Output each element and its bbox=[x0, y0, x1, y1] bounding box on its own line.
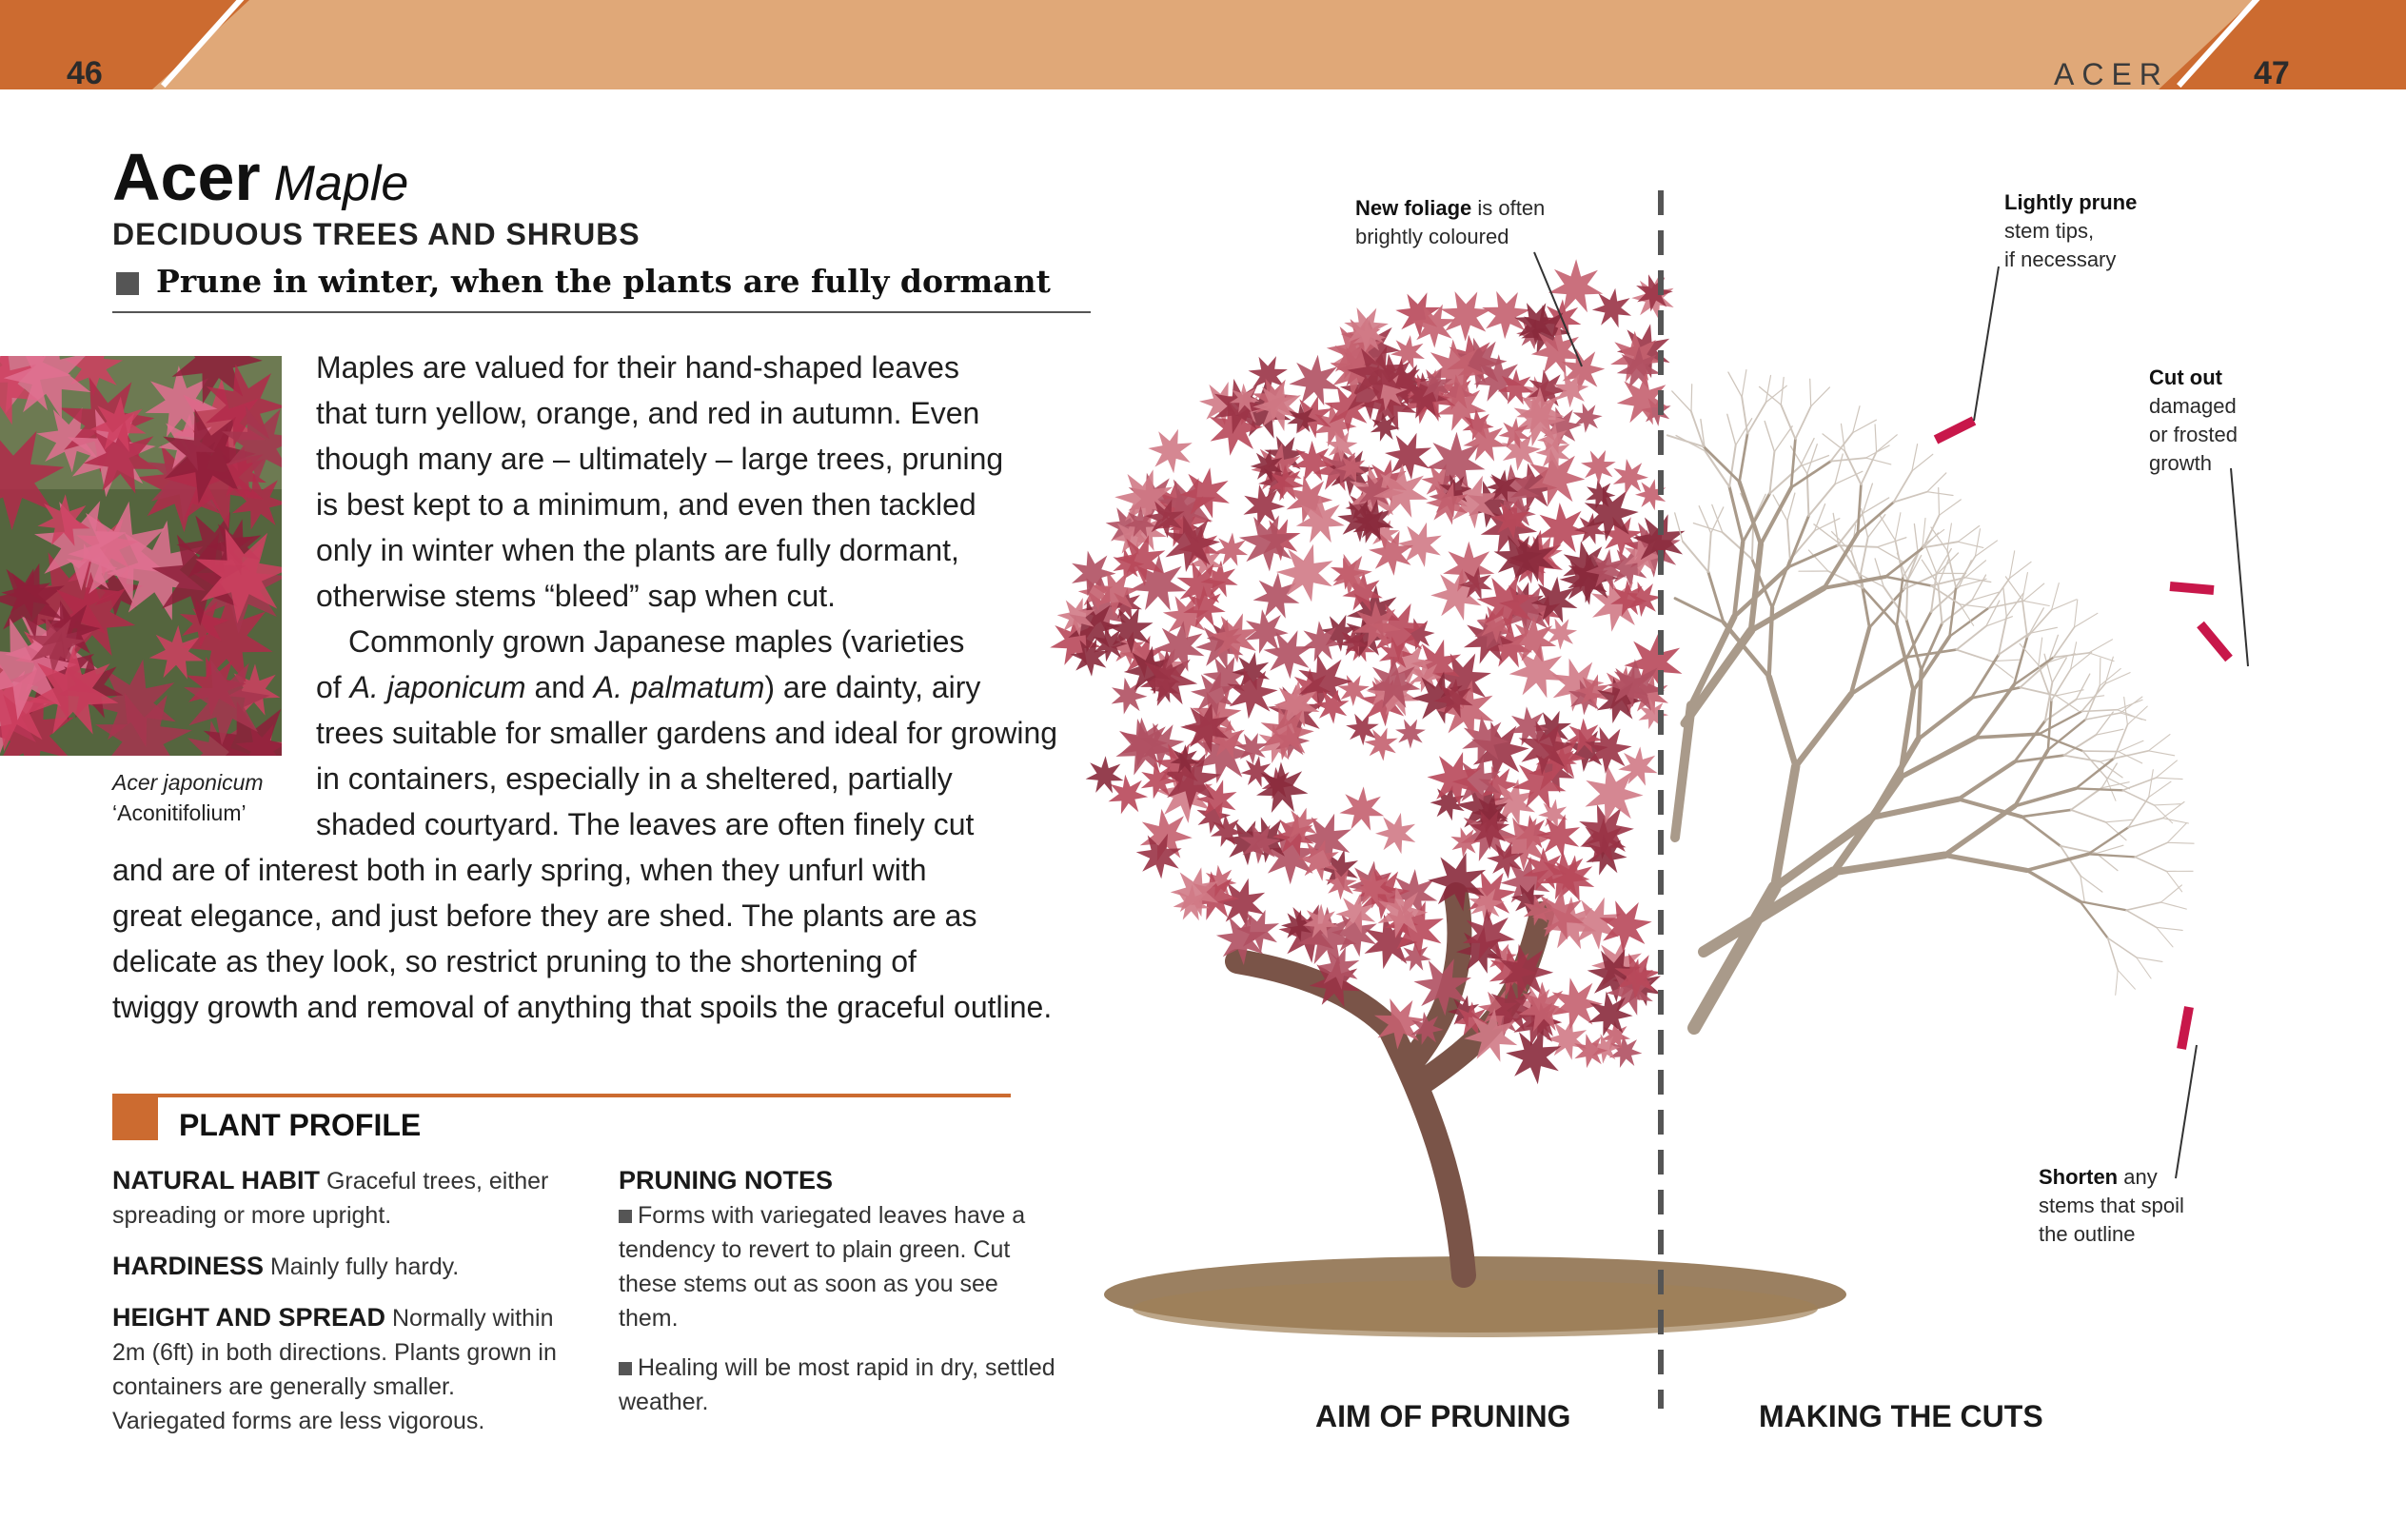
profile-height-spread: HEIGHT AND SPREAD Normally within 2m (6ft) in both directions. Plants grown in containers are generally smaller. Variegated forms are less vigorous. bbox=[112, 1303, 557, 1434]
body-line: of A. japonicum and A. palmatum) are dainty, airy bbox=[316, 670, 981, 704]
profile-pruning-notes: PRUNING NOTES Forms with variegated leaves have a tendency to revert to plain green. Cut these stems out as soon as you see them. Healing will be most rapid in dry, settled weather. bbox=[619, 1166, 1055, 1415]
page-number-left: 46 bbox=[67, 55, 103, 91]
label-shorten: Shorten any stems that spoil the outline bbox=[2039, 1165, 2184, 1246]
caption-cultivar: ‘Aconitifolium’ bbox=[112, 800, 247, 825]
bullet-square-icon bbox=[619, 1362, 632, 1375]
page-number-right: 47 bbox=[2254, 55, 2290, 91]
tree-branches bbox=[1667, 370, 2194, 1028]
profile-hardiness: HARDINESS Mainly fully hardy. bbox=[112, 1252, 460, 1280]
red-maple-leaves-photo bbox=[0, 356, 282, 756]
body-line: that turn yellow, orange, and red in autumn. Even bbox=[316, 396, 980, 430]
profile-marker bbox=[112, 1095, 158, 1140]
body-line: otherwise stems “bleed” sap when cut. bbox=[316, 579, 837, 613]
title-divider bbox=[112, 311, 1091, 313]
body-line: Commonly grown Japanese maples (varieties bbox=[348, 624, 965, 659]
bullet-square-icon bbox=[116, 272, 139, 295]
body-line: Maples are valued for their hand-shaped leaves bbox=[316, 350, 959, 385]
label-cut-out: Cut out damaged or frosted growth bbox=[2149, 365, 2238, 475]
body-line: delicate as they look, so restrict pruning to the shortening of bbox=[112, 944, 917, 978]
making-the-cuts-label: MAKING THE CUTS bbox=[1759, 1399, 2043, 1433]
body-line: trees suitable for smaller gardens and ideal for growing bbox=[316, 716, 1058, 750]
bullet-square-icon bbox=[619, 1210, 632, 1223]
label-lightly-prune: Lightly prune stem tips, if necessary bbox=[2004, 190, 2138, 271]
aim-of-pruning-label: AIM OF PRUNING bbox=[1315, 1399, 1571, 1433]
header-stripes bbox=[0, 0, 2406, 89]
body-line: is best kept to a minimum, and even then tackled bbox=[316, 487, 976, 522]
cut-mark bbox=[1936, 421, 1974, 440]
cut-mark bbox=[2181, 1007, 2189, 1049]
photo-caption bbox=[112, 767, 264, 828]
body-line: only in winter when the plants are fully dormant, bbox=[316, 533, 959, 567]
title-genus: Acer bbox=[112, 140, 261, 214]
maple-photo-illustration bbox=[0, 356, 282, 756]
body-line: and are of interest both in early spring, when they unfurl with bbox=[112, 853, 927, 887]
profile-habit: NATURAL HABIT Graceful trees, either spreading or more upright. bbox=[112, 1166, 549, 1229]
title-common-name: Maple bbox=[273, 156, 409, 211]
running-head: ACER bbox=[2054, 57, 2169, 91]
label-new-foliage: New foliage is often brightly coloured bbox=[1355, 196, 1546, 248]
body-line: shaded courtyard. The leaves are often finely cut bbox=[316, 807, 975, 841]
cut-mark bbox=[2170, 586, 2214, 590]
plant-category: DECIDUOUS TREES AND SHRUBS bbox=[112, 217, 641, 251]
profile-rule bbox=[112, 1094, 1011, 1097]
body-line: twiggy growth and removal of anything that spoils the graceful outline. bbox=[112, 990, 1053, 1024]
tree-foliage bbox=[1050, 259, 1685, 1084]
page-title bbox=[112, 139, 408, 215]
cut-mark bbox=[2200, 624, 2229, 659]
pruning-time: Prune in winter, when the plants are fully dormant bbox=[156, 263, 1051, 300]
profile-heading: PLANT PROFILE bbox=[179, 1108, 422, 1142]
caption-species: Acer japonicum bbox=[112, 770, 264, 795]
body-line: great elegance, and just before they are shed. The plants are as bbox=[112, 898, 977, 933]
body-line: in containers, especially in a sheltered, partially bbox=[316, 761, 953, 796]
body-line: though many are – ultimately – large trees, pruning bbox=[316, 442, 1004, 476]
